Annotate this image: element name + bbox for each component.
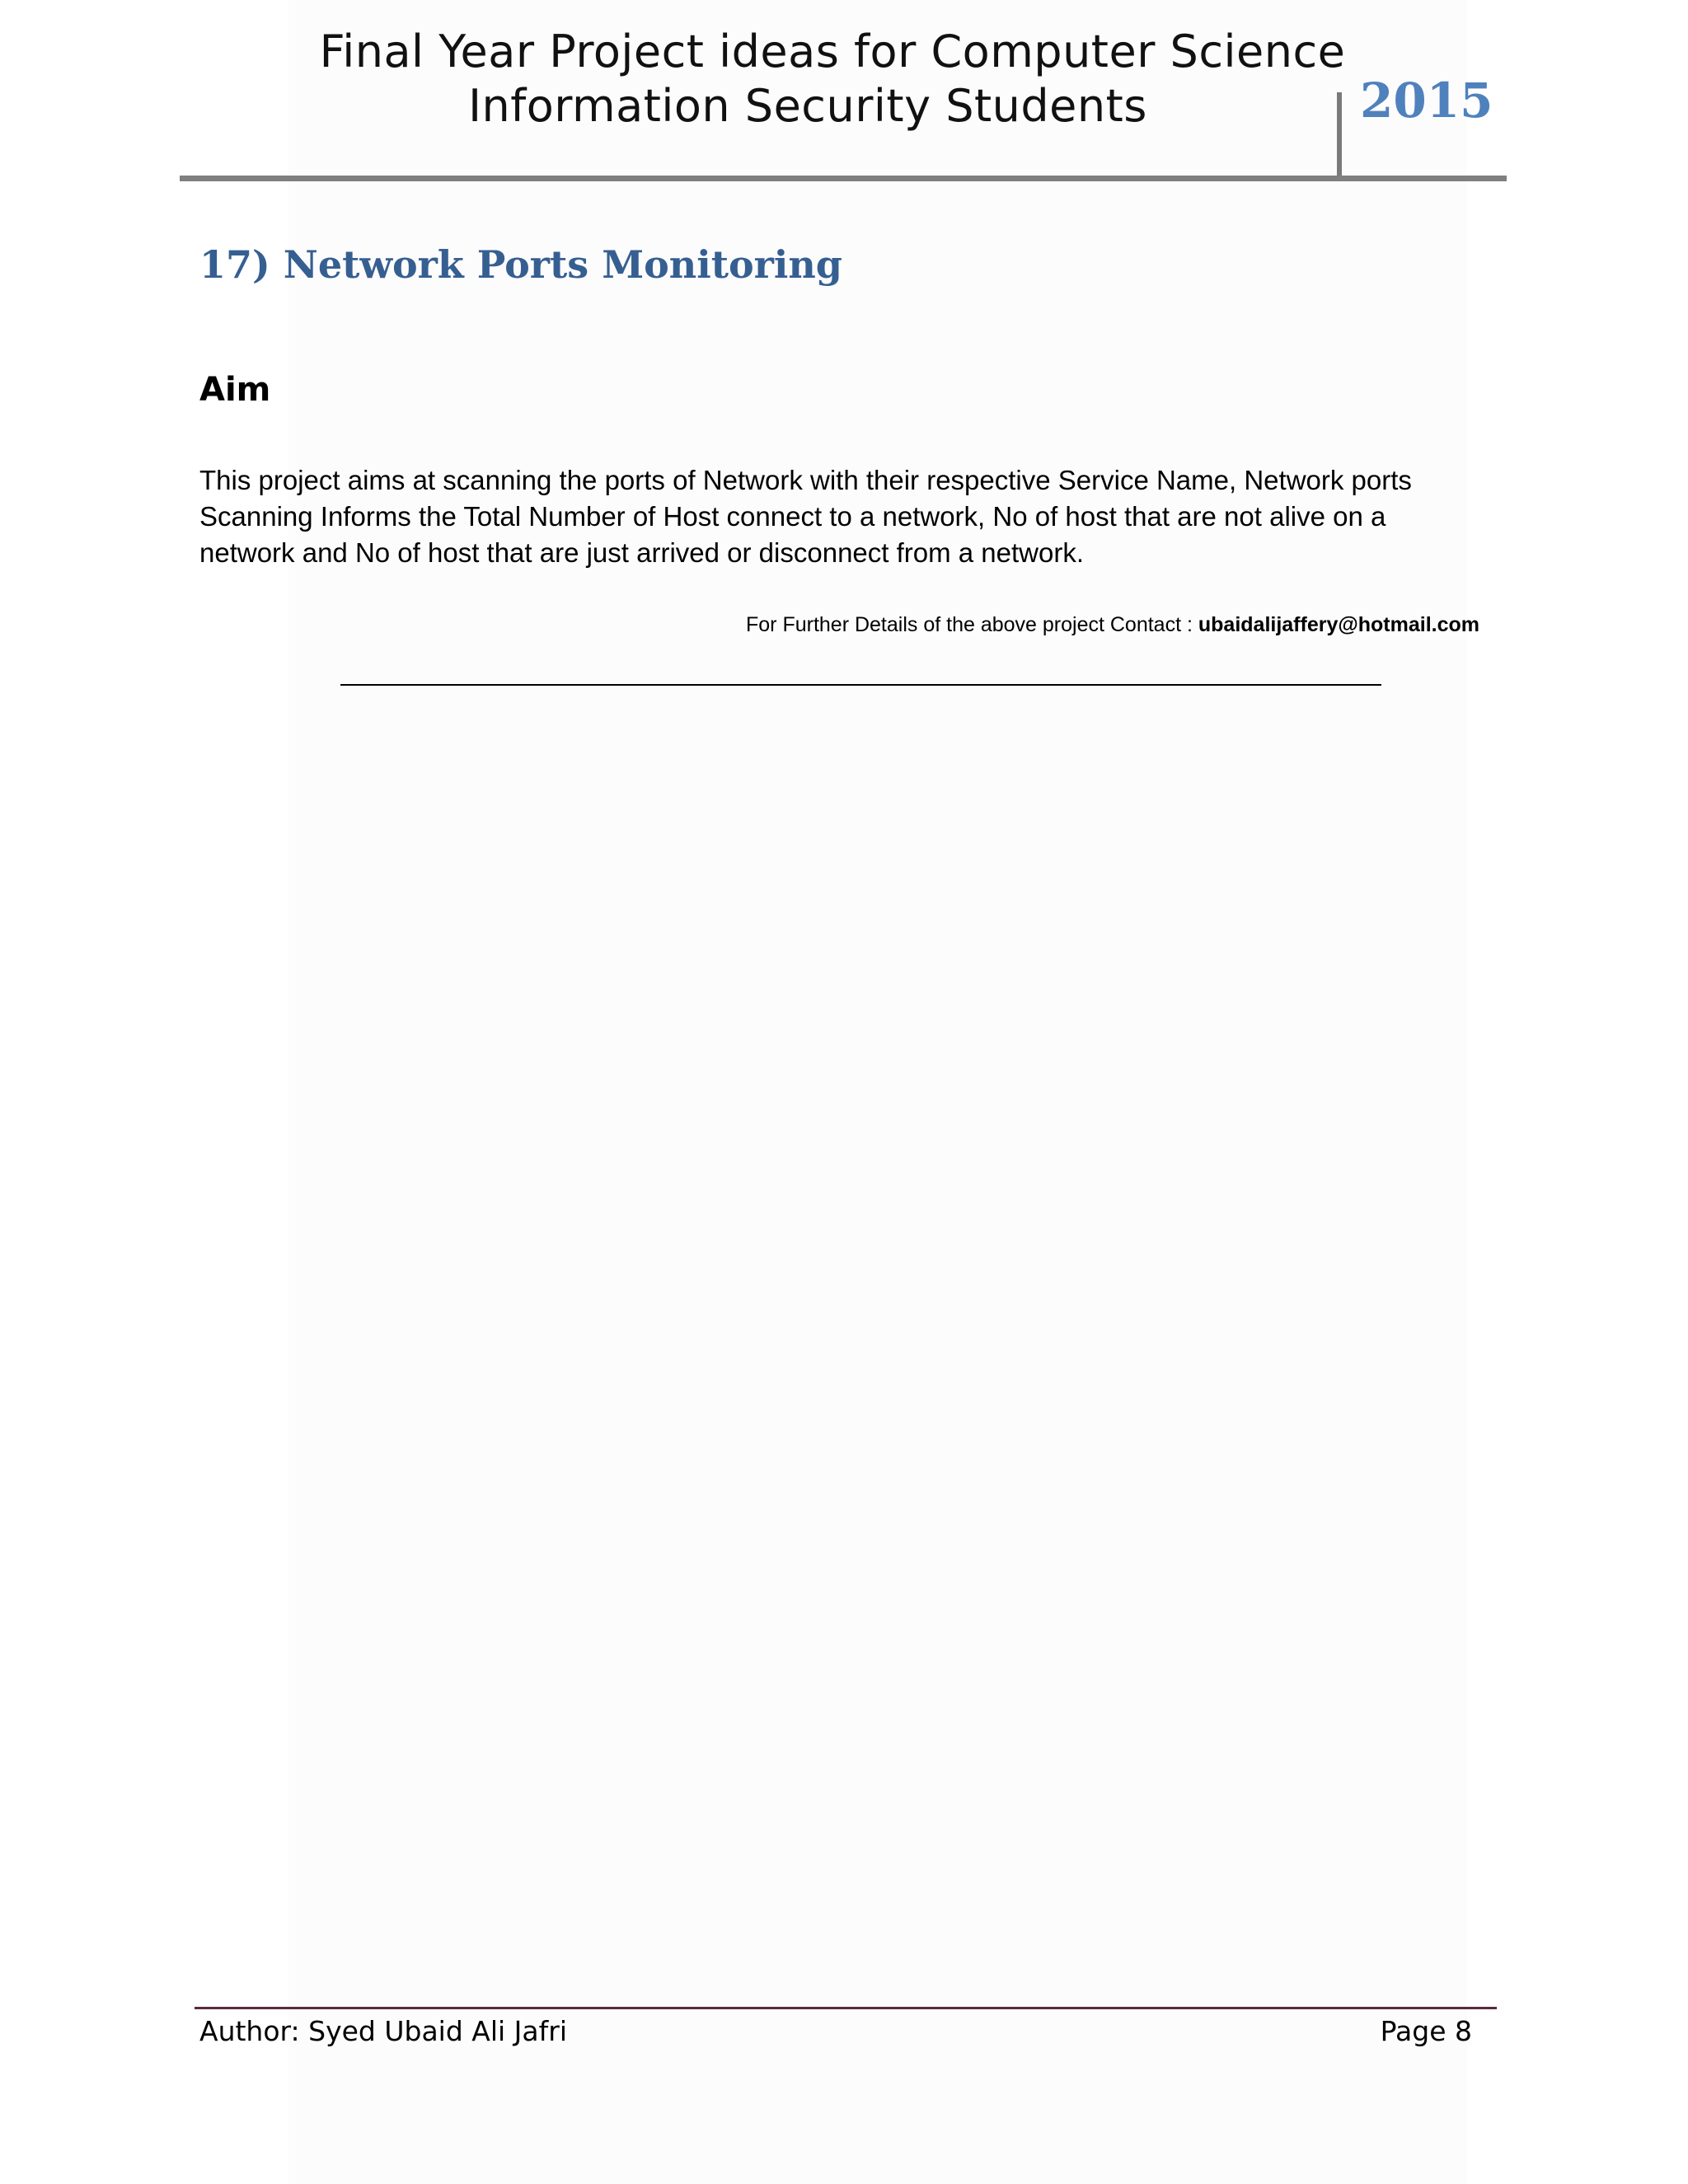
contact-line [577, 613, 1479, 637]
section-heading: 17) Network Ports Monitoring [199, 242, 842, 287]
contact-label: For Further Details of the above project Contact : [746, 613, 1198, 636]
header-title [181, 25, 1484, 134]
contact-email-link[interactable]: ubaidalijaffery@hotmail.com [1198, 613, 1479, 636]
page-background [288, 0, 1467, 2184]
section-separator [340, 684, 1381, 686]
footer-author: Author: Syed Ubaid Ali Jafri [199, 2015, 567, 2047]
aim-heading: Aim [199, 371, 271, 409]
header-title-line-2: Information Security Students [468, 80, 1147, 132]
header-title-line-1: Final Year Project ideas for Computer Science [319, 26, 1346, 77]
header-rule [180, 176, 1507, 181]
footer-rule [195, 2007, 1497, 2009]
header-vertical-divider [1337, 92, 1342, 178]
aim-paragraph: This project aims at scanning the ports of Network with their respective Service Name, Network ports Scanning Informs the Total Number of Host connect to a network, No of host that are not alive on a network and No of host that are just arrived or disconnect from a network. [199, 465, 1412, 568]
header-year: 2015 [1360, 73, 1493, 129]
footer-page-number: Page 8 [1380, 2015, 1472, 2047]
